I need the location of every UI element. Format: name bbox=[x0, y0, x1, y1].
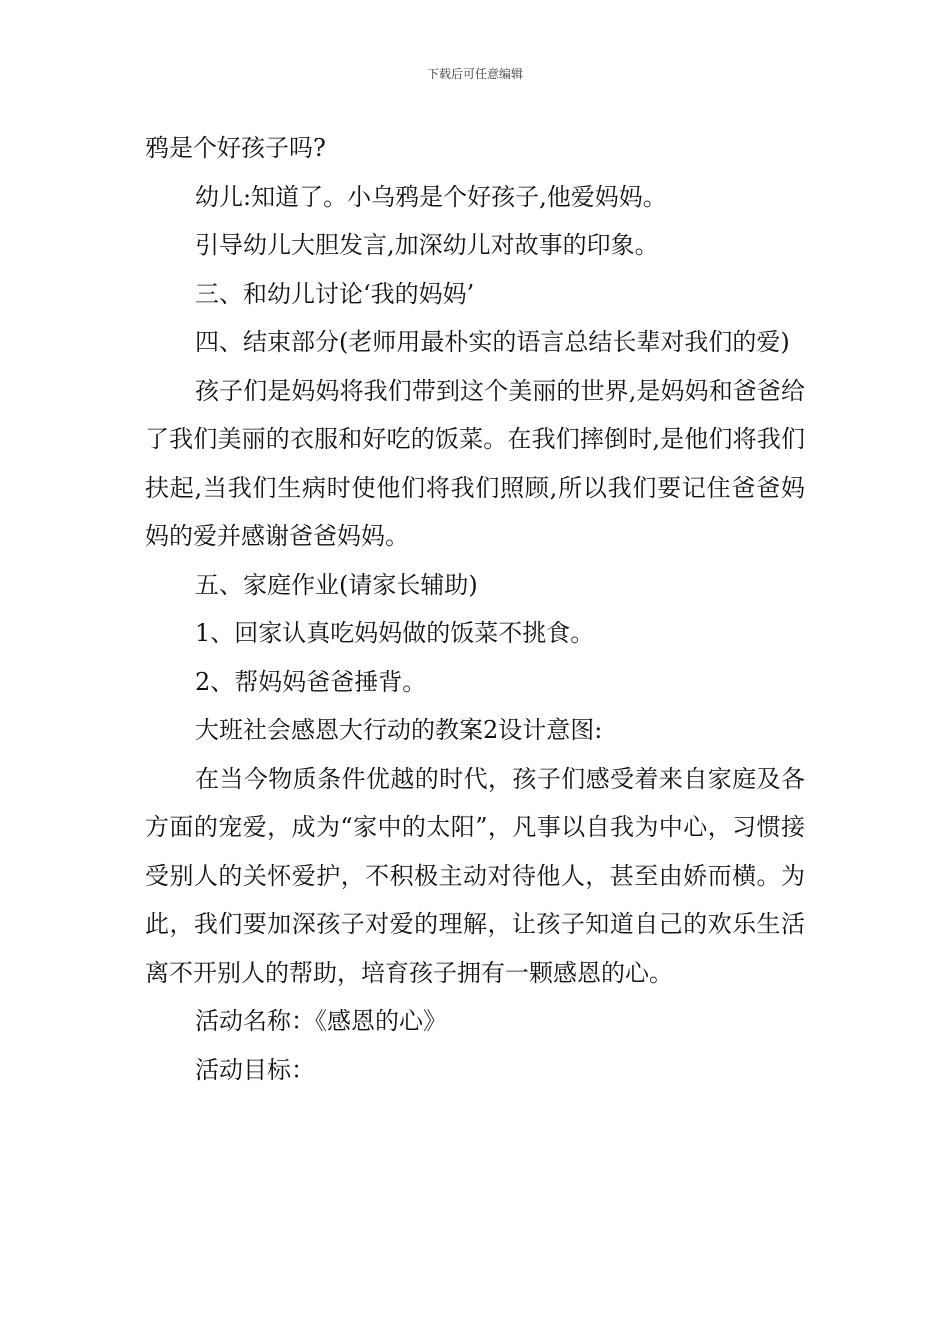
paragraph-3: 引导幼儿大胆发言,加深幼儿对故事的印象。 bbox=[195, 231, 659, 259]
paragraph-2: 幼儿:知道了。小乌鸦是个好孩子,他爱妈妈。 bbox=[195, 182, 667, 211]
paragraph-10: 大班社会感恩大行动的教案2设计意图: bbox=[195, 716, 603, 744]
paragraph-12: 活动名称：《感恩的心》 bbox=[195, 1007, 447, 1035]
paragraph-9: 2、帮妈妈爸爸捶背。 bbox=[195, 667, 427, 696]
paragraph-6: 孩子们是妈妈将我们带到这个美丽的世界,是妈妈和爸爸给了我们美丽的衣服和好吃的饭菜。在我们摔倒时,是他们将我们扶起,当我们生病时使他们将我们照顾,所以我们要记住爸爸妈妈的爱并感谢爸爸妈妈。 bbox=[145, 376, 805, 550]
document-body bbox=[145, 124, 805, 1094]
paragraph-5: 四、结束部分(老师用最朴实的语言总结长辈对我们的爱) bbox=[195, 328, 790, 356]
page-header: 下载后可任意编辑 bbox=[426, 67, 523, 81]
paragraph-4: 三、和幼儿讨论‘我的妈妈’ bbox=[195, 279, 475, 308]
paragraph-7: 五、家庭作业(请家长辅助) bbox=[195, 570, 478, 599]
paragraph-1: 鸦是个好孩子吗? bbox=[145, 134, 326, 162]
paragraph-11: 在当今物质条件优越的时代，孩子们感受着来自家庭及各方面的宠爱，成为“家中的太阳”，凡事以自我为中心，习惯接受别人的关怀爱护，不积极主动对待他人，甚至由娇而横。为此，我们要加深孩子对爱的理解，让孩子知道自己的欢乐生活离不开别人的帮助，培育孩子拥有一颗感恩的心。 bbox=[145, 764, 805, 987]
paragraph-13: 活动目标： bbox=[195, 1055, 315, 1084]
paragraph-8: 1、回家认真吃妈妈做的饭菜不挑食。 bbox=[195, 619, 595, 647]
